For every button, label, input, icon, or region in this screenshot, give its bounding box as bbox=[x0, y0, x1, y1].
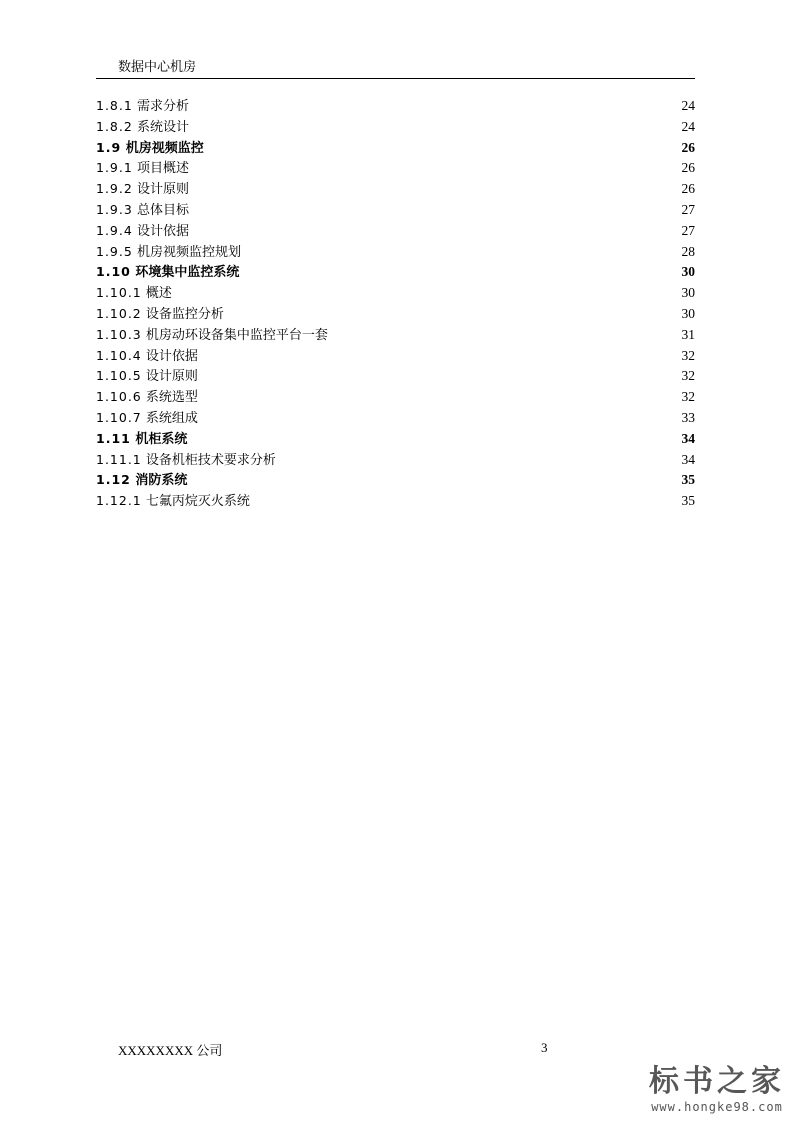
toc-entry-page: 32 bbox=[681, 368, 695, 384]
toc-entry-page: 27 bbox=[681, 222, 695, 238]
toc-entry-label bbox=[96, 158, 189, 180]
toc-entry-number: 1.10.7 bbox=[96, 409, 142, 425]
toc-entry-number: 1.10 bbox=[96, 264, 131, 280]
header-divider bbox=[96, 78, 695, 79]
toc-entry-label bbox=[96, 450, 276, 472]
toc-entry-page: 30 bbox=[681, 285, 695, 301]
toc-entry-title: 消防系统 bbox=[135, 473, 188, 489]
toc-entry-label bbox=[96, 325, 328, 347]
toc-subsection-entry[interactable] bbox=[96, 408, 695, 429]
toc-entry-page: 35 bbox=[681, 493, 695, 509]
toc-entry-number: 1.11.1 bbox=[96, 451, 142, 467]
toc-entry-label bbox=[96, 387, 198, 409]
toc-subsection-entry[interactable] bbox=[96, 179, 695, 200]
toc-entry-title: 环境集中监控系统 bbox=[135, 265, 240, 281]
toc-entry-number: 1.12.1 bbox=[96, 493, 142, 509]
toc-entry-page: 31 bbox=[681, 326, 695, 342]
toc-entry-page: 26 bbox=[681, 160, 695, 176]
toc-entry-title: 系统组成 bbox=[145, 410, 198, 426]
toc-entry-label bbox=[96, 117, 189, 139]
toc-entry-number: 1.9.1 bbox=[96, 160, 133, 176]
toc-entry-title: 设计依据 bbox=[145, 348, 198, 364]
toc-section-entry[interactable] bbox=[96, 262, 695, 283]
toc-subsection-entry[interactable] bbox=[96, 304, 695, 325]
toc-entry-title: 总体目标 bbox=[136, 202, 189, 218]
toc-entry-number: 1.9.5 bbox=[96, 243, 133, 259]
toc-entry-number: 1.8.2 bbox=[96, 118, 133, 134]
toc-entry-label bbox=[96, 429, 187, 451]
watermark-url: www.hongke98.com bbox=[651, 1100, 783, 1114]
toc-entry-page: 26 bbox=[681, 139, 695, 155]
toc-entry-page: 24 bbox=[681, 98, 695, 113]
toc-entry-label bbox=[96, 491, 250, 513]
toc-subsection-entry[interactable] bbox=[96, 242, 695, 263]
toc-entry-number: 1.10.2 bbox=[96, 305, 142, 321]
toc-subsection-entry[interactable] bbox=[96, 158, 695, 179]
toc-section-entry[interactable] bbox=[96, 138, 695, 159]
toc-entry-page: 30 bbox=[681, 305, 695, 321]
toc-entry-page: 26 bbox=[681, 181, 695, 197]
toc-entry-number: 1.9.3 bbox=[96, 201, 133, 217]
footer-company: XXXXXXXX 公司 bbox=[118, 1043, 223, 1058]
toc-entry-title: 项目概述 bbox=[136, 161, 189, 177]
toc-entry-number: 1.10.5 bbox=[96, 368, 142, 384]
toc-entry-page: 34 bbox=[681, 451, 695, 467]
toc-entry-title: 需求分析 bbox=[136, 99, 189, 114]
toc-entry-page: 24 bbox=[681, 118, 695, 134]
toc-entry-number: 1.10.1 bbox=[96, 285, 142, 301]
toc-entry-title: 系统选型 bbox=[145, 390, 198, 406]
toc-subsection-entry[interactable] bbox=[96, 221, 695, 242]
toc-entry-title: 机房动环设备集中监控平台一套 bbox=[145, 327, 328, 343]
toc-entry-number: 1.10.3 bbox=[96, 326, 142, 342]
toc-entry-label bbox=[96, 138, 204, 160]
watermark-logo: 标书之家 bbox=[649, 1064, 785, 1099]
toc-section-entry[interactable] bbox=[96, 470, 695, 491]
toc-subsection-entry[interactable] bbox=[96, 325, 695, 346]
toc-entry-number: 1.10.6 bbox=[96, 389, 142, 405]
toc-section-entry[interactable] bbox=[96, 429, 695, 450]
toc-entry-number: 1.10.4 bbox=[96, 347, 142, 363]
toc-subsection-entry[interactable] bbox=[96, 387, 695, 408]
toc-entry-label bbox=[96, 179, 189, 201]
toc-entry-number: 1.12 bbox=[96, 472, 131, 488]
toc-entry-number: 1.11 bbox=[96, 430, 131, 446]
toc-entry-label bbox=[96, 283, 172, 305]
toc-entry-label bbox=[96, 200, 189, 222]
toc-entry-label bbox=[96, 221, 189, 243]
footer-page-number: 3 bbox=[541, 1040, 548, 1055]
toc-subsection-entry[interactable] bbox=[96, 283, 695, 304]
toc-entry-title: 设计原则 bbox=[136, 182, 189, 198]
toc-entry-label bbox=[96, 96, 189, 118]
toc-entry-number: 1.9.4 bbox=[96, 222, 133, 238]
toc-entry-page: 28 bbox=[681, 243, 695, 259]
toc-subsection-entry[interactable] bbox=[96, 491, 695, 512]
toc-entry-number: 1.9.2 bbox=[96, 181, 133, 197]
toc-entry-title: 设计原则 bbox=[145, 369, 198, 385]
toc-entry-title: 设备机柜技术要求分析 bbox=[145, 452, 276, 468]
toc-entry-title: 机柜系统 bbox=[135, 431, 188, 447]
watermark bbox=[649, 1056, 785, 1114]
toc-entry-page: 32 bbox=[681, 389, 695, 405]
toc-entry-label bbox=[96, 408, 198, 430]
toc-entry-page: 27 bbox=[681, 201, 695, 217]
toc-entry-page: 34 bbox=[681, 430, 695, 446]
toc-entry-label bbox=[96, 366, 198, 388]
toc-entry-page: 33 bbox=[681, 409, 695, 425]
toc-entry-title: 机房视频监控规划 bbox=[136, 244, 241, 260]
toc-subsection-entry[interactable] bbox=[96, 346, 695, 367]
toc-entry-title: 设计依据 bbox=[136, 223, 189, 239]
toc-entry-page: 30 bbox=[681, 264, 695, 280]
toc-subsection-entry[interactable] bbox=[96, 200, 695, 221]
toc-entry-page: 35 bbox=[681, 472, 695, 488]
running-header-title: 数据中心机房 bbox=[118, 60, 197, 75]
toc-entry-title: 设备监控分析 bbox=[145, 306, 224, 322]
toc-entry-label bbox=[96, 262, 239, 284]
toc-entry-number: 1.8.1 bbox=[96, 98, 133, 113]
toc-entry-number: 1.9 bbox=[96, 139, 122, 155]
toc-entry-title: 系统设计 bbox=[136, 119, 189, 135]
toc-subsection-entry[interactable] bbox=[96, 366, 695, 387]
toc-subsection-entry[interactable] bbox=[96, 450, 695, 471]
toc-entry-label bbox=[96, 346, 198, 368]
toc-entry-label bbox=[96, 304, 224, 326]
toc-entry-label bbox=[96, 242, 241, 264]
toc-entry-title: 机房视频监控 bbox=[125, 140, 204, 156]
toc-subsection-entry[interactable] bbox=[96, 117, 695, 138]
toc-entry-title: 七氟丙烷灭火系统 bbox=[145, 494, 250, 510]
toc-subsection-entry[interactable] bbox=[96, 96, 695, 117]
toc-entry-title: 概述 bbox=[145, 286, 172, 302]
toc-entry-label bbox=[96, 470, 187, 492]
table-of-contents bbox=[96, 96, 695, 512]
toc-entry-page: 32 bbox=[681, 347, 695, 363]
